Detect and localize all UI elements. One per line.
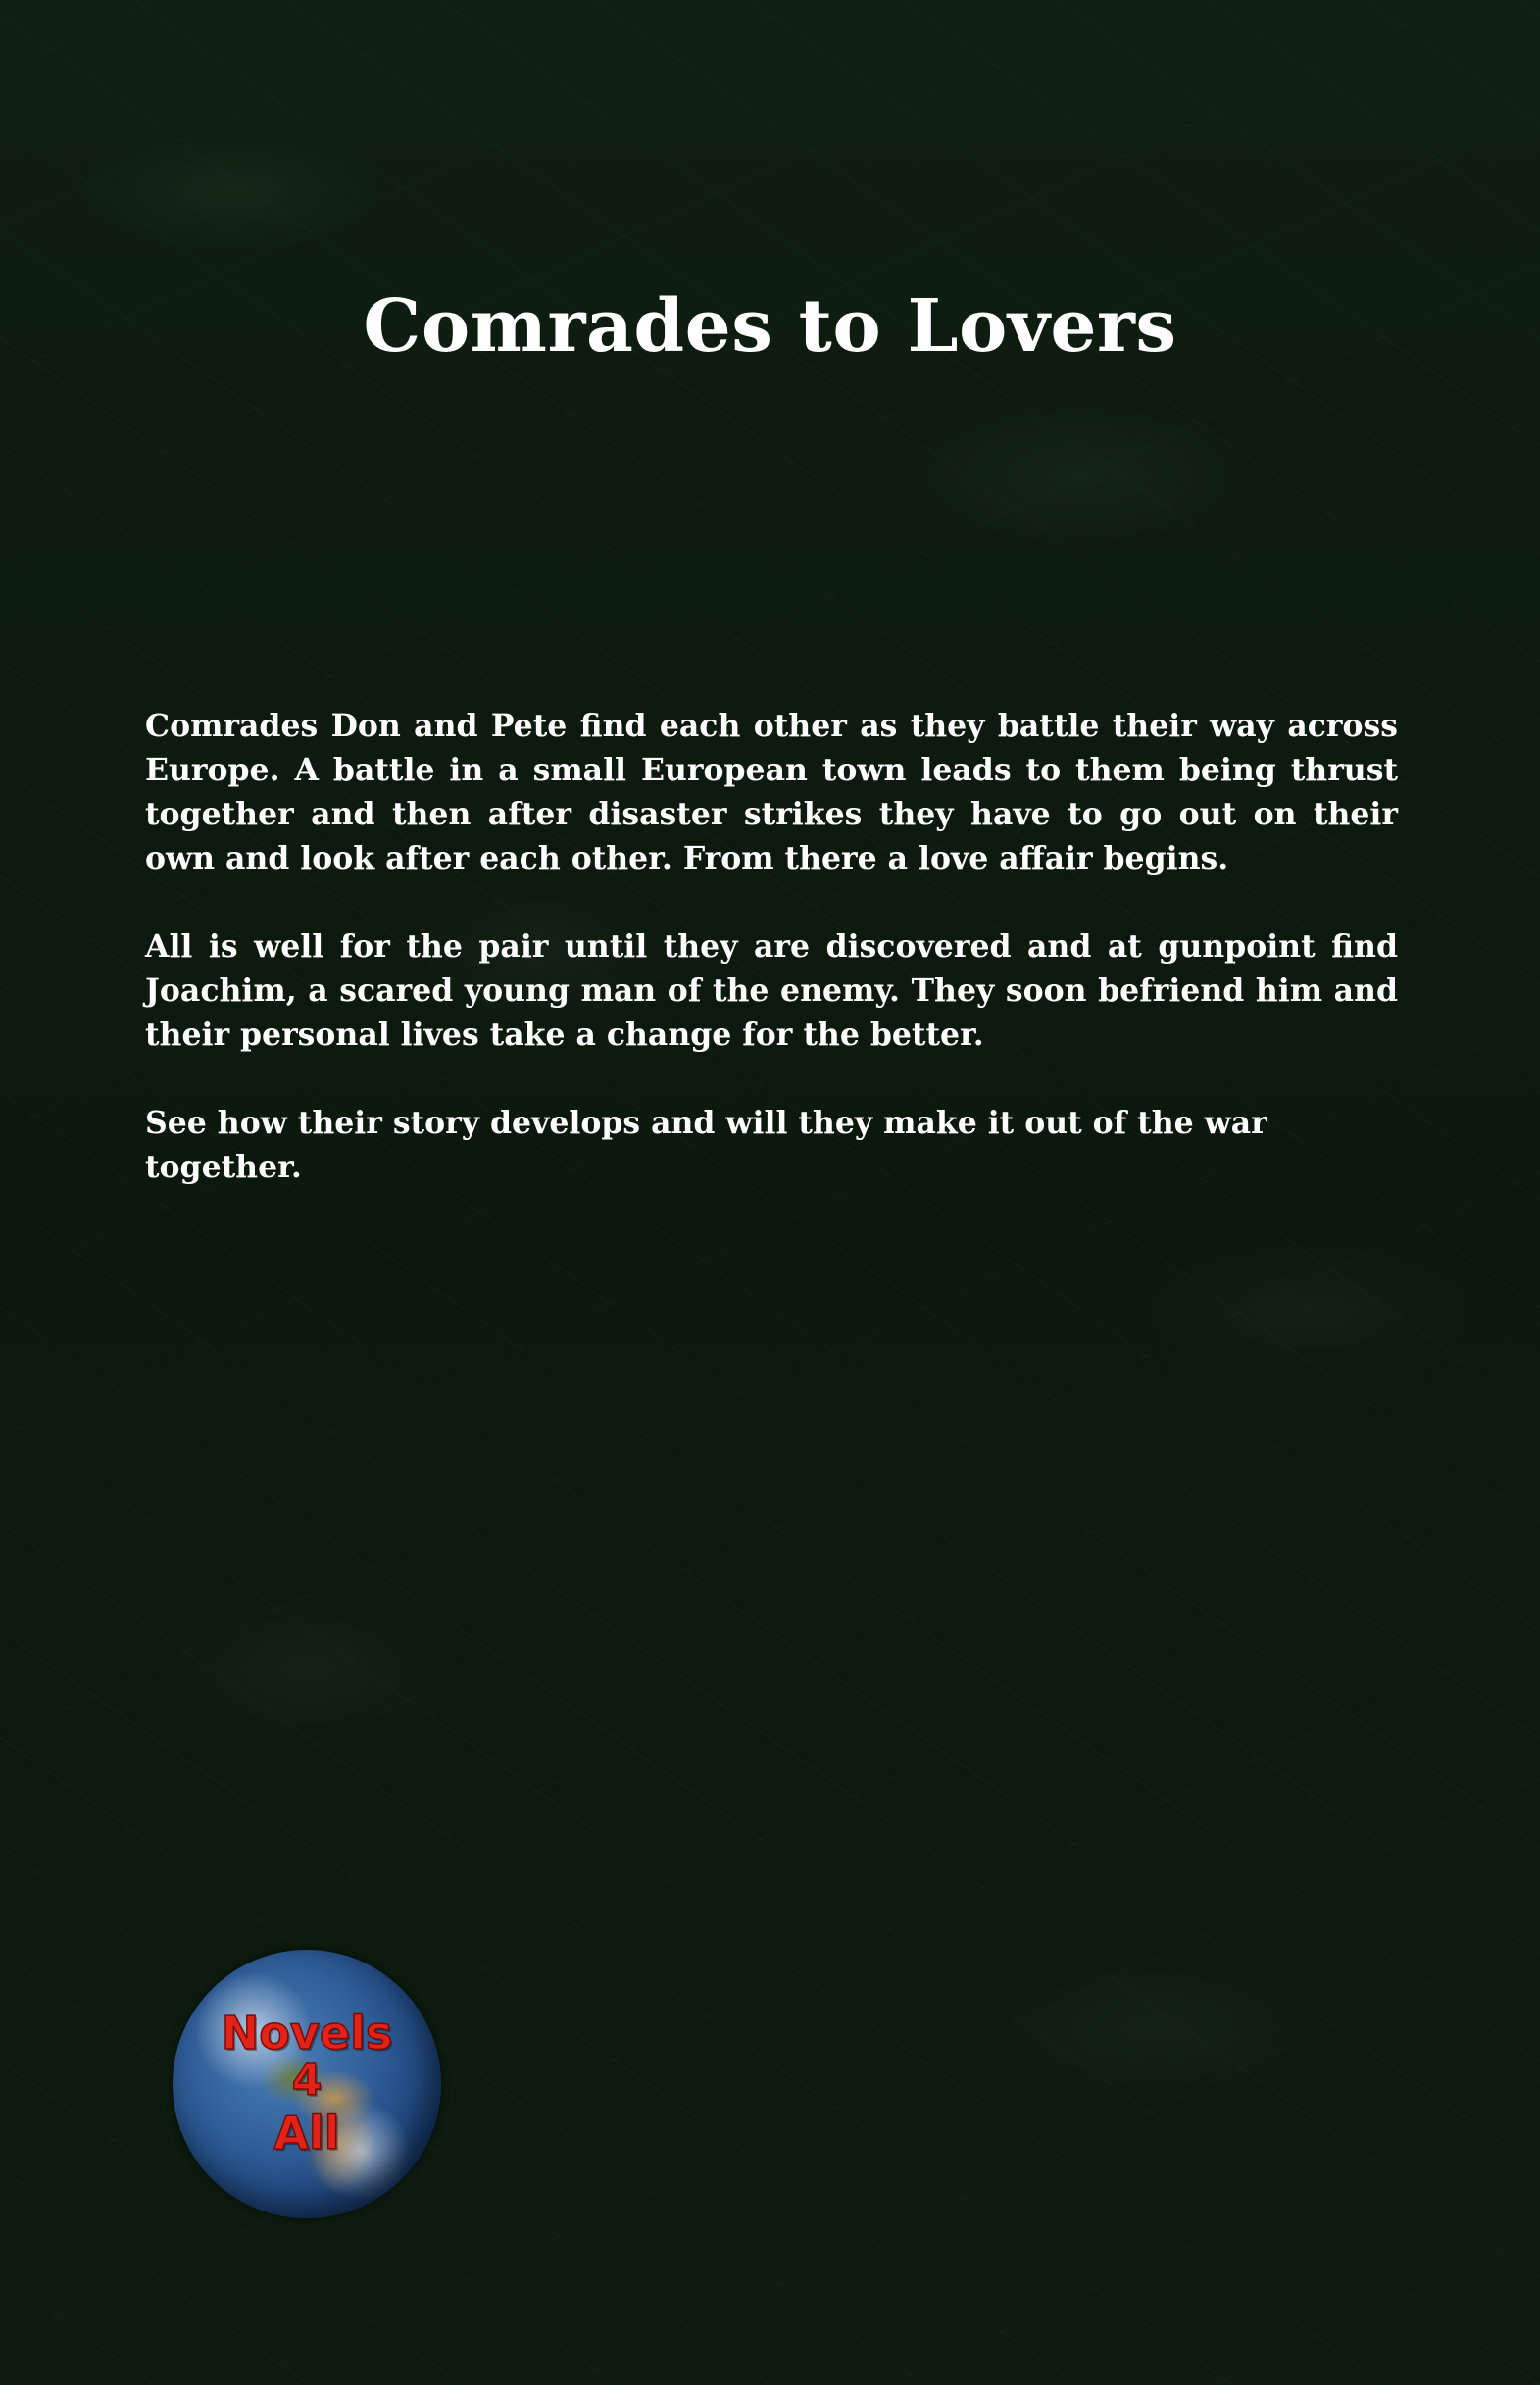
book-title: Comrades to Lovers bbox=[363, 284, 1177, 369]
publisher-logo bbox=[173, 1950, 441, 2218]
blurb-paragraph: Comrades Don and Pete find each other as they battle their way across Europe. A battle in a small European town leads to them being thrust together and then after disaster strikes they have to go out on their own and look after each other. From there a love affair begins. bbox=[145, 708, 1398, 876]
book-blurb bbox=[145, 704, 1398, 1233]
logo-text-4: 4 bbox=[291, 2056, 323, 2106]
logo-text-novels: Novels bbox=[221, 2007, 393, 2060]
blurb-paragraph: All is well for the pair until they are discovered and at gunpoint find Joachim, a scared young man of the enemy. They soon befriend him and their personal lives take a change for the better. bbox=[145, 928, 1398, 1053]
blurb-paragraph: See how their story develops and will they make it out of the war together. bbox=[145, 1105, 1267, 1185]
logo-text-all: All bbox=[273, 2107, 340, 2160]
